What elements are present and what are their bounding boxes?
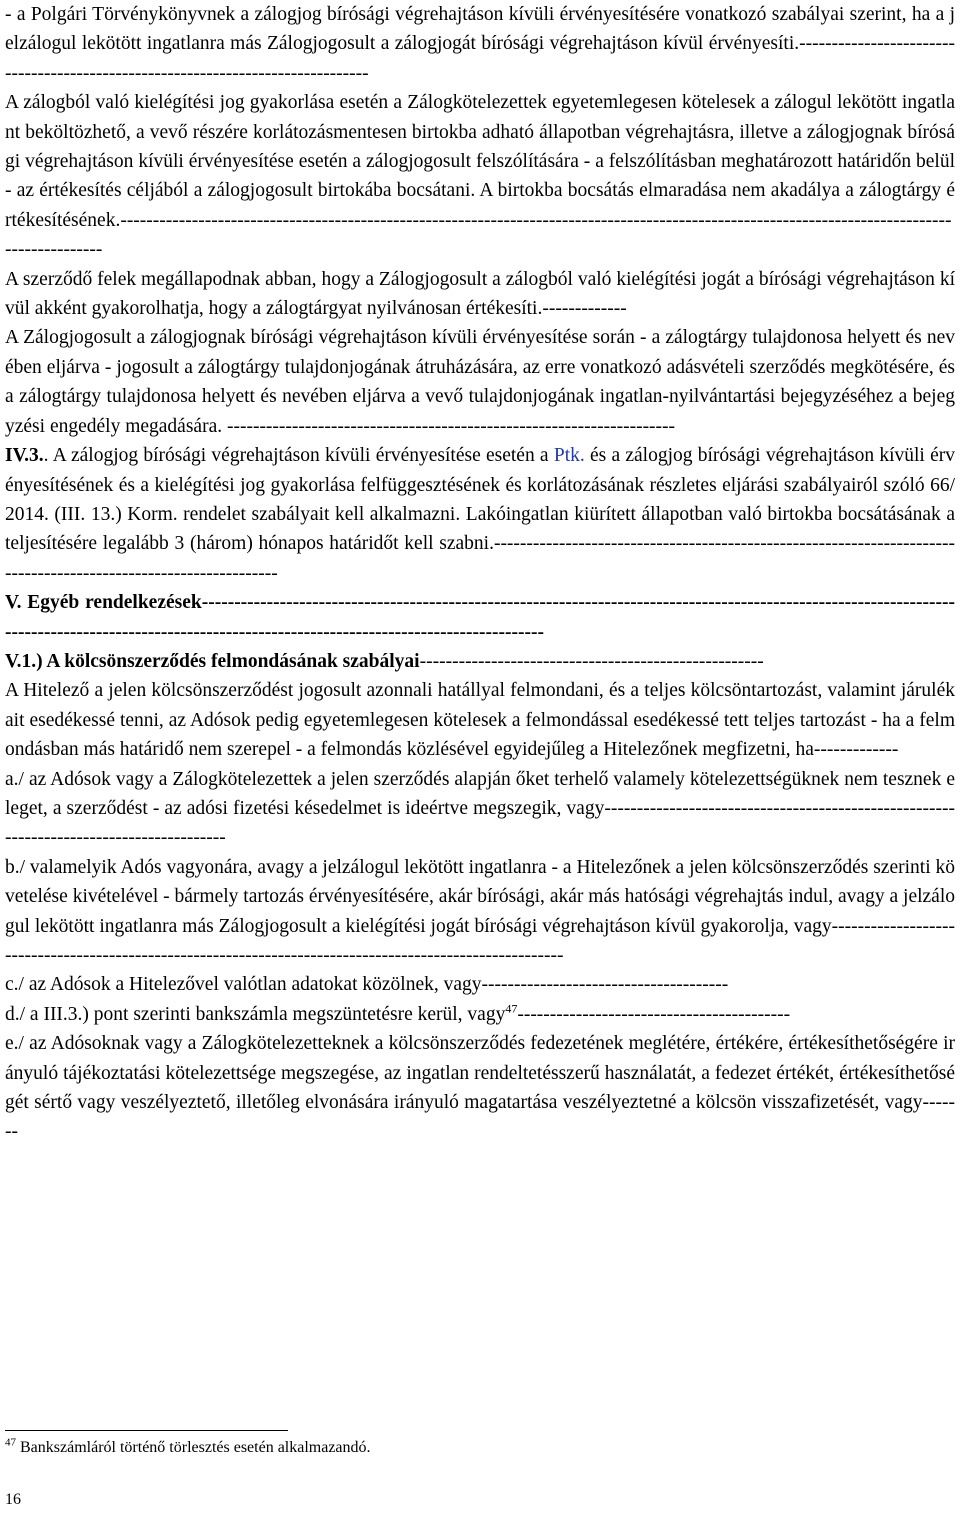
document-page — [5, 0, 955, 1147]
list-item-d-dashes: ------------------------------------------ — [517, 1003, 791, 1025]
list-item-e: e./ az Adósoknak vagy a Zálogkötelezetteknek a kölcsönszerződés fedezetének meglétére, értékére, értékesíthetőségére irányuló tájékoztatási kötelezettsége megszegése, az ingatlan rendeltetésszerű használatát, a fedezet értékét, értékesíthetőségét sértő vagy veszélyeztető, illetőleg elvonására irányuló magatartása veszélyeztetné a kölcsön visszafizetését, vagy------- — [5, 1033, 955, 1143]
paragraph-4: A Zálogjogosult a zálogjognak bírósági végrehajtáson kívüli érvényesítése során - a zálogtárgy tulajdonosa helyett és nevében eljárva - jogosult a zálogtárgy tulajdonjogának átruházására, az erre vonatkozó adásvételi szerződés megkötésére, és a zálogtárgy tulajdonosa helyett és nevében eljárva a vevő tulajdonjogának ingatlan-nyilvántartási bejegyzéséhez a bejegyzési engedély megadására. --------------------------------------------------------------------- — [5, 327, 955, 437]
paragraph-1: - a Polgári Törvénykönyvnek a zálogjog bírósági végrehajtáson kívüli érvényesítésére vonatkozó szabályai szerint, ha a jelzálogul lekötött ingatlanra más Zálogjogosult a zálogjogát bírósági végrehajtáson kívül érvényesíti.-------------------------------------------------------------------------------- — [5, 4, 955, 84]
section-v-heading: V. Egyéb rendelkezések------------------------------------------------------------------------------------------------------------------------------------------------------------------------------------------------------- — [5, 592, 955, 643]
document-body — [5, 0, 955, 1147]
section-v1-heading — [5, 647, 955, 676]
footnote-number: 47 — [5, 1436, 16, 1449]
footnote-reference[interactable]: 47 — [505, 1001, 518, 1016]
section-v1-intro: A Hitelező a jelen kölcsönszerződést jogosult azonnali hatállyal felmondani, és a teljes kölcsöntartozást, valamint járulékait esedékessé tenni, az Adósok pedig egyetemlegesen kötelesek a felmondással esedékessé tett teljes tartozást - ha a felmondásban más határidő nem szerepel - a felmondás közlésével egyidejűleg a Hitelezőnek megfizetni, ha------------- — [5, 680, 955, 761]
section-iv3-number: IV.3. — [5, 445, 44, 467]
ptk-link[interactable]: Ptk. — [553, 445, 585, 467]
list-item-d — [5, 1000, 955, 1029]
list-item-a: a./ az Adósok vagy a Zálogkötelezettek a jelen szerződés alapján őket terhelő valamely kötelezettségüknek nem tesznek eleget, a szerződést - az adósi fizetési késedelmet is ideértve megszegik, vagy---------------------------------------------------------------------------------------- — [5, 768, 955, 849]
paragraph-3: A szerződő felek megállapodnak abban, hogy a Zálogjogosult a zálogból való kielégítési jogát a bírósági végrehajtáson kívül akként gyakorolhatja, hogy a zálogtárgyat nyilvánosan értékesíti.------------- — [5, 268, 955, 320]
section-v1-title: V.1.) A kölcsönszerződés felmondásának szabályai — [5, 650, 420, 672]
paragraph-2: A zálogból való kielégítési jog gyakorlása esetén a Zálogkötelezettek egyetemlegesen kötelesek a zálogul lekötött ingatlant beköltözhető, a vevő részére korlátozásmentesen birtokba adható állapotban végrehajtásra, illetve a zálogjognak bírósági végrehajtáson kívüli érvényesítése esetén a zálogjogosult felszólítására - a felszólításban meghatározott határidőn belül - az értékesítés céljából a zálogjogosult birtokába bocsátani. A birtokba bocsátás elmaradása nem akadálya a zálogtárgy értékesítésének.----------------------------------------------------------------------------------------------------------------------------------------------- — [5, 92, 955, 261]
footnote-text: Bankszámláról történő törlesztés esetén alkalmazandó. — [16, 1439, 371, 1456]
footnote-divider — [5, 1430, 288, 1431]
footnote — [5, 1437, 945, 1459]
list-item-b: b./ valamelyik Adós vagyonára, avagy a jelzálogul lekötött ingatlanra - a Hitelezőnek a jelen kölcsönszerződés szerinti követelése kivételével - bármely tartozás érvényesítésére, akár bírósági, akár más hatósági végrehajtás indul, avagy a jelzálogul lekötött ingatlanra más Zálogjogosult a kielégítési jogát bírósági végrehajtáson kívül gyakorolja, vagy--------------------------------------------------------------------------------------------------------- — [5, 856, 955, 966]
page-number: 16 — [5, 1491, 21, 1508]
section-iv3-text-before: . A zálogjog bírósági végrehajtáson kívüli érvényesítése esetén a — [43, 445, 554, 467]
section-v1-dashes: ----------------------------------------------------- — [419, 650, 764, 672]
section-iv3-paragraph — [5, 441, 955, 588]
section-iv3-text-after: és a zálogjog bírósági végrehajtáson kívüli érvényesítésének és a kielégítési jog gyakorlása felfüggesztésének és korlátozásának részletes eljárási szabályairól szóló 66/2014. (III. 13.) Korm. rendelet szabályait kell alkalmazni. Lakóingatlan kiürített állapotban való birtokba bocsátásának a teljesítésére legalább 3 (három) hónapos határidőt kell szabni.----------------------------------------------------------------------------------------------------------------- — [5, 445, 955, 584]
list-item-d-text: d./ a III.3.) pont szerinti bankszámla megszüntetésre kerül, vagy — [5, 1003, 506, 1025]
list-item-c: c./ az Adósok a Hitelezővel valótlan adatokat közölnek, vagy-------------------------------------- — [5, 974, 729, 996]
